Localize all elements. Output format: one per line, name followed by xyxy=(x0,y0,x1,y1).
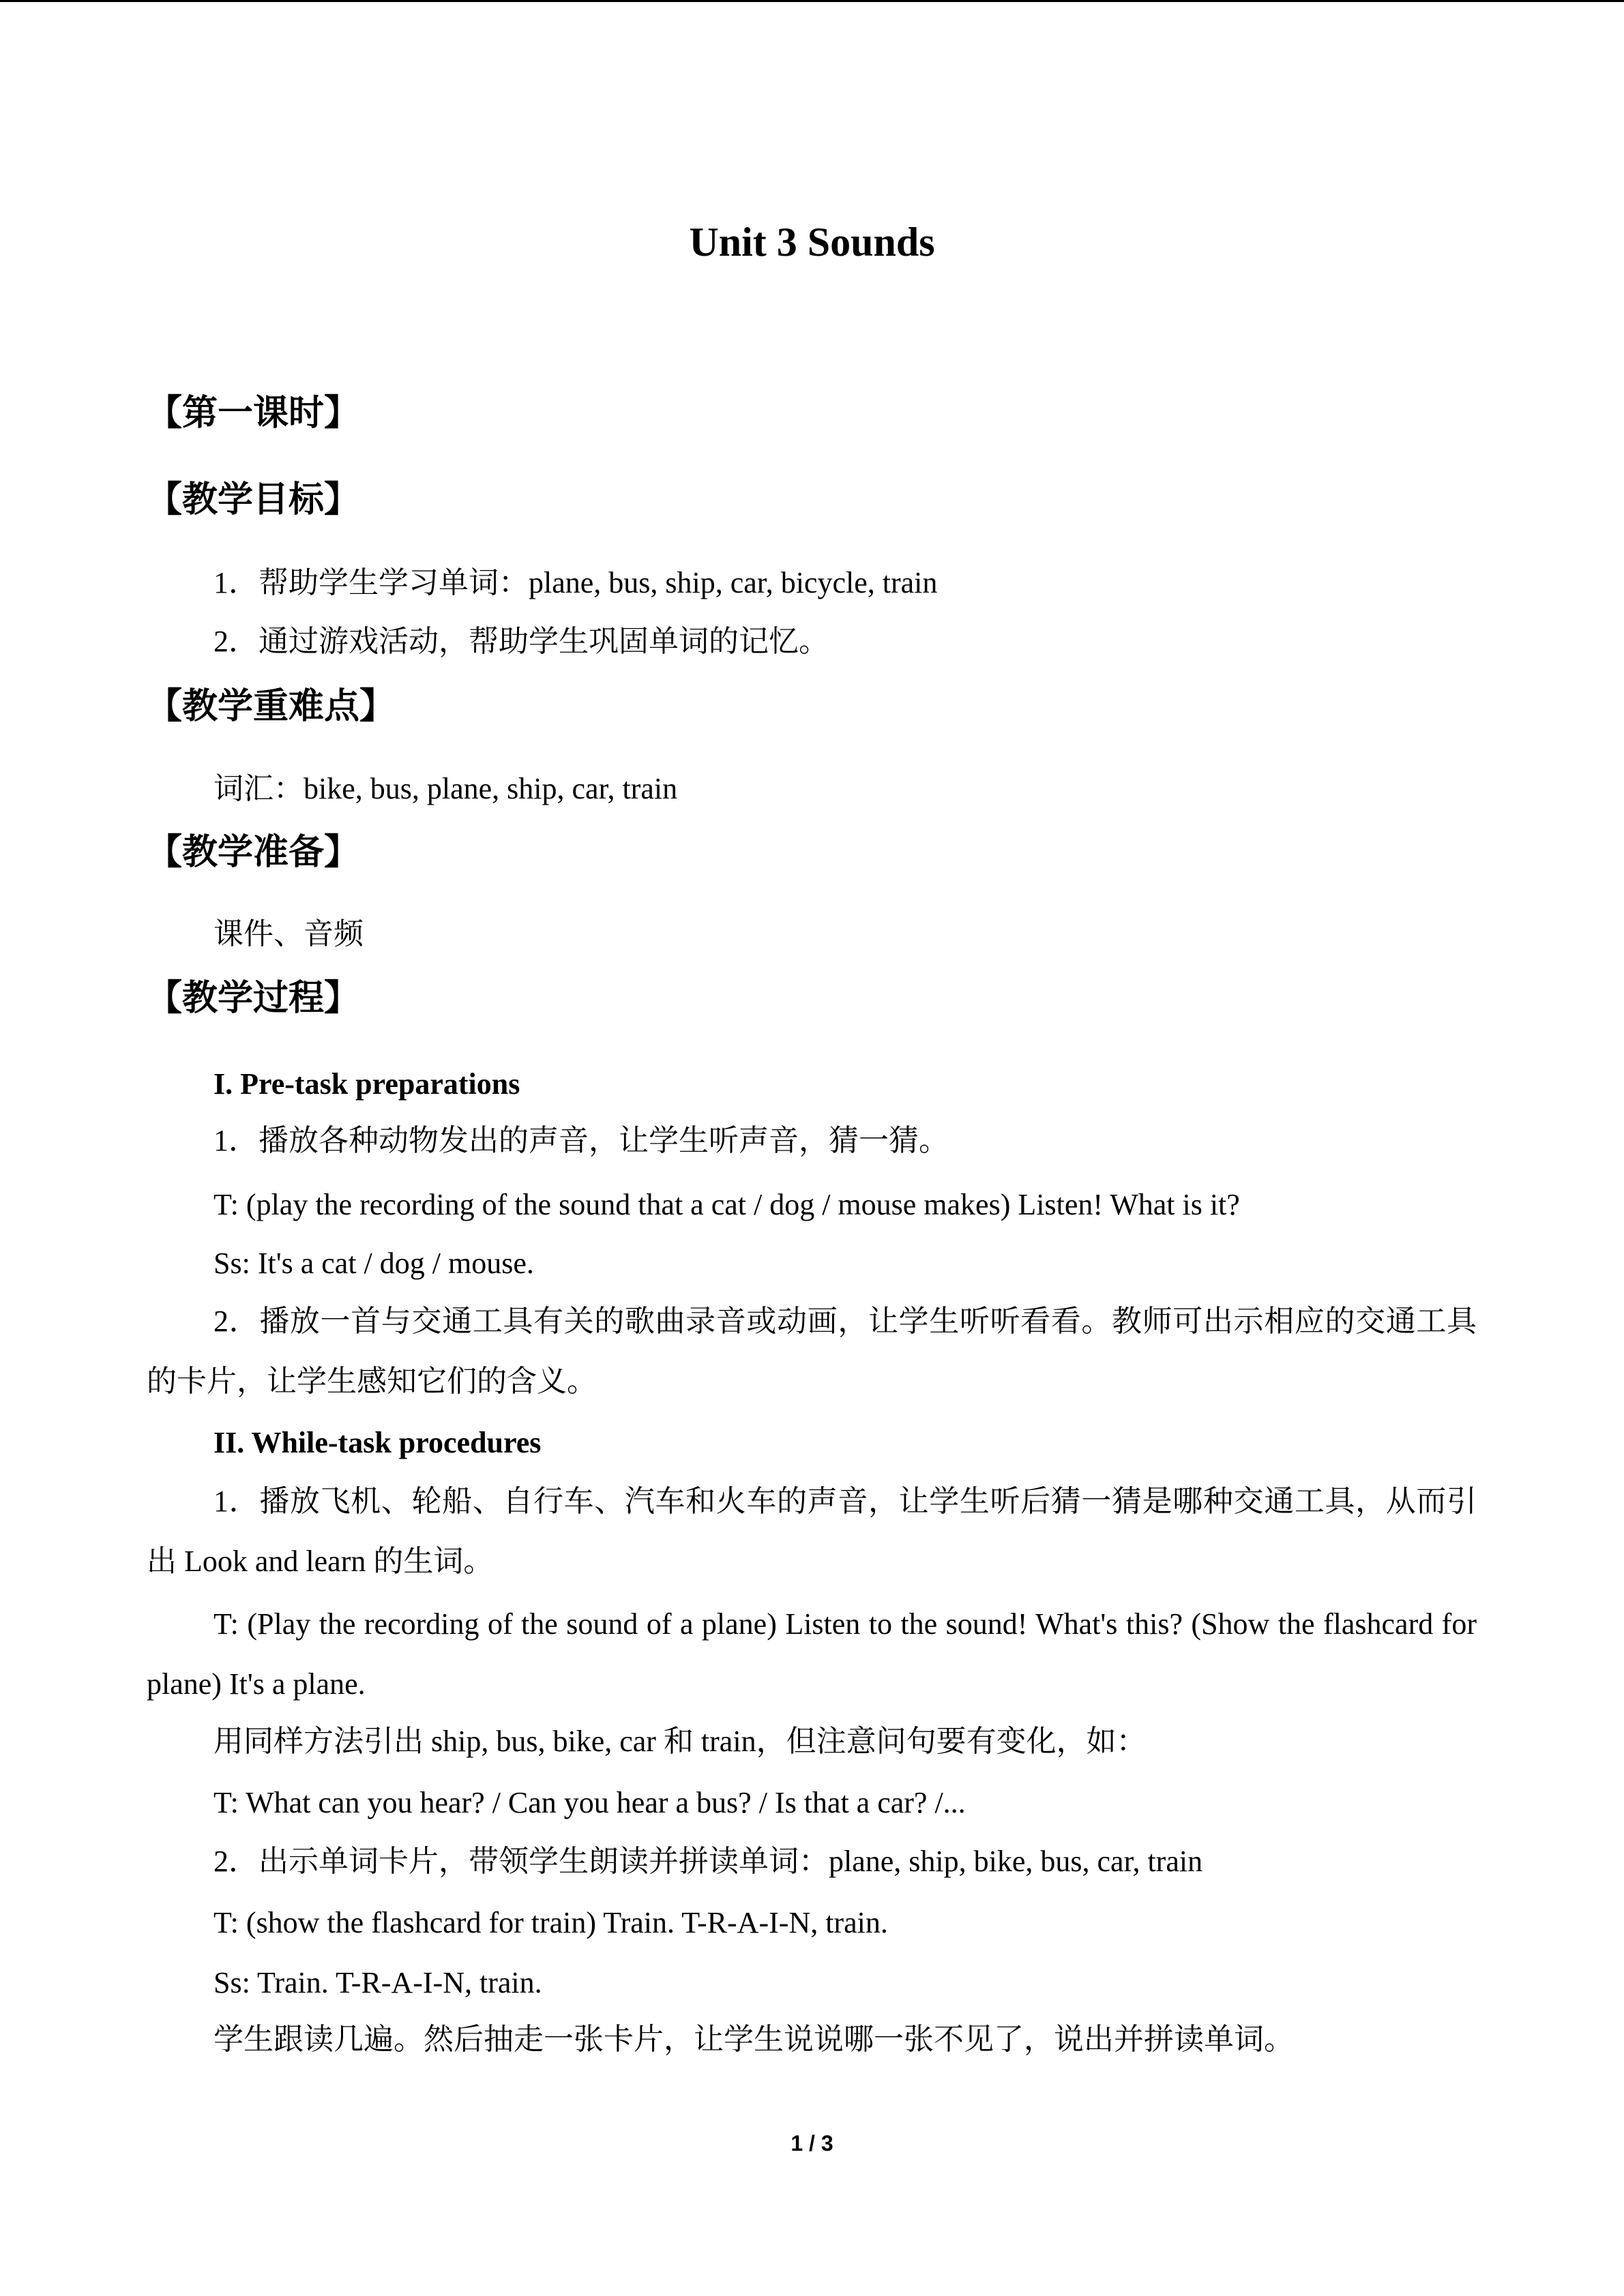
key-points-text: 词汇：bike, bus, plane, ship, car, train xyxy=(213,772,678,805)
while-task-paragraph: T: (Play the recording of the sound of a plane) Listen to the sound! What's this? (Show the flashcard for plane) It's a plane. xyxy=(147,1607,1477,1701)
document-title: Unit 3 Sounds xyxy=(689,220,935,265)
page-number: 1 / 3 xyxy=(791,2131,833,2156)
section-heading-key-points: 【教学重难点】 xyxy=(147,686,396,727)
preparation-text: 课件、音频 xyxy=(213,917,364,951)
pre-task-heading: I. Pre-task preparations xyxy=(213,1067,520,1101)
while-task-line: Ss: Train. T-R-A-I-N, train. xyxy=(213,1966,542,1999)
while-task-line: T: (show the flashcard for train) Train. T-R-A-I-N, train. xyxy=(213,1906,888,1939)
while-task-heading: II. While-task procedures xyxy=(213,1426,542,1459)
section-heading-preparation: 【教学准备】 xyxy=(147,832,360,873)
pre-task-line: 1．播放各种动物发出的声音，让学生听声音，猜一猜。 xyxy=(213,1124,949,1157)
objective-item: 1．帮助学生学习单词：plane, bus, ship, car, bicycle, train xyxy=(213,566,938,599)
pre-task-line: Ss: It's a cat / dog / mouse. xyxy=(213,1247,534,1280)
pre-task-paragraph: 2．播放一首与交通工具有关的歌曲录音或动画，让学生听听看看。教师可出示相应的交通工具的卡片，让学生感知它们的含义。 xyxy=(147,1304,1477,1398)
while-task-line: T: What can you hear? / Can you hear a bus? / Is that a car? /... xyxy=(213,1786,966,1819)
objective-item: 2．通过游戏活动，帮助学生巩固单词的记忆。 xyxy=(213,625,829,658)
pre-task-line: T: (play the recording of the sound that a cat / dog / mouse makes) Listen! What is it? xyxy=(213,1188,1240,1221)
while-task-line: 2．出示单词卡片，带领学生朗读并拼读单词：plane, ship, bike, bus, car, train xyxy=(213,1845,1203,1878)
section-heading-objectives: 【教学目标】 xyxy=(147,479,360,520)
while-task-paragraph: 1．播放飞机、轮船、自行车、汽车和火车的声音，让学生听后猜一猜是哪种交通工具，从而引出 Look and learn 的生词。 xyxy=(147,1485,1477,1578)
while-task-line: 学生跟读几遍。然后抽走一张卡片，让学生说说哪一张不见了，说出并拼读单词。 xyxy=(213,2023,1294,2056)
section-heading-lesson: 【第一课时】 xyxy=(147,393,360,434)
while-task-line: 用同样方法引出 ship, bus, bike, car 和 train，但注意问句要有变化，如： xyxy=(213,1725,1147,1758)
top-border-line xyxy=(0,0,1624,2)
section-heading-process: 【教学过程】 xyxy=(147,978,360,1019)
